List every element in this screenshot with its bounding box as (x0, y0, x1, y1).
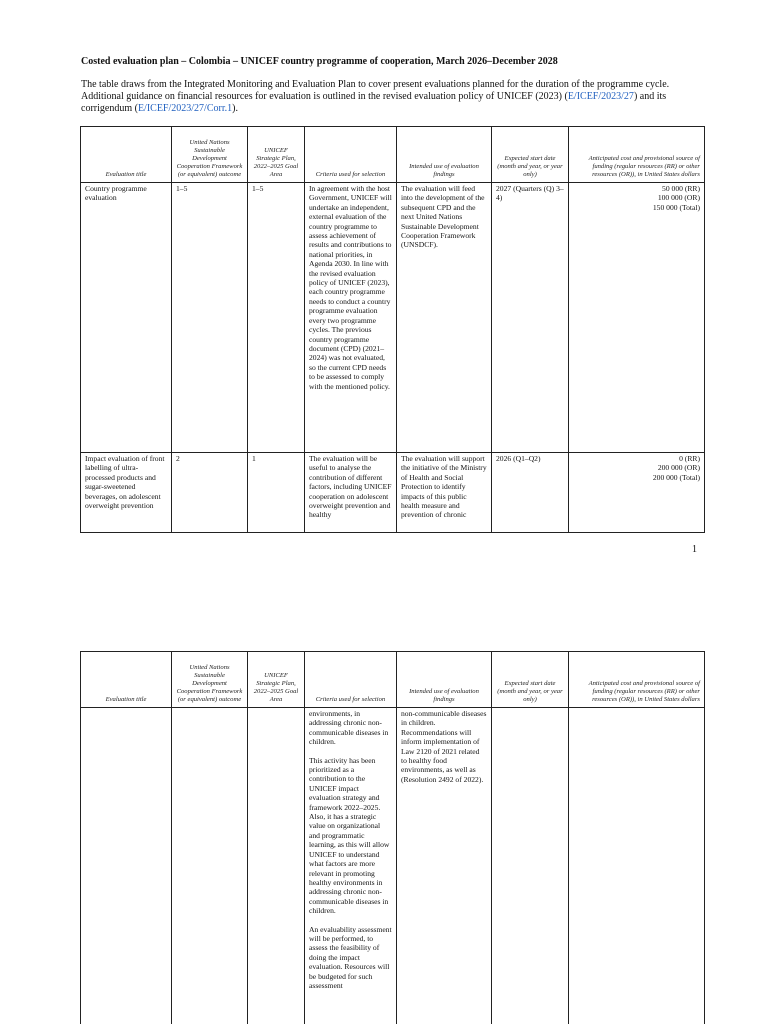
cell-start-date: 2026 (Q1–Q2) (492, 453, 569, 533)
cell-start-date (492, 708, 569, 1024)
header-evaluation-title: Evaluation title (81, 652, 172, 708)
header-cost: Anticipated cost and provisional source of funding (regular resources (RR) or other resources (OR)), in United States dollars (569, 127, 705, 183)
criteria-paragraph: This activity has been prioritized as a contribution to the UNICEF impact evaluation strategy and framework 2022–2025. Also, it has a strategic value on organizational and programmatic learning, as this will allow UNICEF to understand what factors are more relevant in promoting healthy environments in addressing chronic non-communicable diseases in children. (309, 755, 390, 916)
header-unsdcf-outcome: United Nations Sustainable Development Cooperation Framework (or equivalent) outcome (172, 652, 248, 708)
page-2 (0, 650, 768, 1024)
cost-rr: 50 000 (RR) (662, 184, 700, 193)
header-start-date: Expected start date (month and year, or year only) (492, 652, 569, 708)
page-number: 1 (692, 544, 697, 555)
header-goal-area: UNICEF Strategic Plan, 2022–2025 Goal Area (248, 127, 305, 183)
header-intended-use: Intended use of evaluation findings (397, 652, 492, 708)
cell-cost (569, 708, 705, 1024)
criteria-paragraph: An evaluability assessment will be performed, to assess the feasibility of doing the impact evaluation. Resources will be budgeted for such assessment (309, 924, 392, 990)
cell-outcome (172, 708, 248, 1024)
cell-title: Country programme evaluation (81, 183, 172, 453)
table-header-row (81, 127, 705, 183)
intro-text-1: The table draws from the Integrated Monitoring and Evaluation Plan to cover present evaluations planned for the duration of the programme cycle. Additional guidance on financial resources for evaluation is outlined in the revised evaluation policy of UNICEF (2023) ( (81, 79, 670, 102)
evaluation-table-continued (80, 651, 705, 1024)
header-goal-area: UNICEF Strategic Plan, 2022–2025 Goal Area (248, 652, 305, 708)
cell-title: Impact evaluation of front labelling of ultra-processed products and sugar-sweetened beverages, on adolescent overweight prevention (81, 453, 172, 533)
evaluation-table (80, 126, 705, 533)
cost-total: 200 000 (Total) (652, 472, 700, 482)
table-header-row (81, 652, 705, 708)
cell-intended-use: The evaluation will support the initiative of the Ministry of Health and Social Protection to identify impacts of this public health measure and prevention of chronic (397, 453, 492, 533)
cell-cost (569, 183, 705, 453)
corrigendum-link[interactable]: E/ICEF/2023/27/Corr.1 (137, 103, 233, 114)
table-row (81, 183, 705, 453)
cell-goal-area: 1–5 (248, 183, 305, 453)
cell-outcome: 1–5 (172, 183, 248, 453)
cell-start-date: 2027 (Quarters (Q) 3– 4) (492, 183, 569, 453)
cost-rr: 0 (RR) (679, 454, 700, 463)
intro-paragraph (81, 79, 696, 115)
intro-text-2: ) and its corrigendum ( (81, 91, 667, 114)
cell-criteria: In agreement with the host Government, UNICEF will undertake an independent, external evaluation of the country programme to assess achievement of results and contributions to national priorities, in Agenda 2030. In line with the revised evaluation policy of UNICEF (2023), each country programme needs to conduct a country programme evaluation every two programme cycles. The previous country programme document (CPD) (2021–2024) was not evaluated, so the current CPD needs to be assessed to comply with the mentioned policy. (305, 183, 397, 453)
header-unsdcf-outcome: United Nations Sustainable Development Cooperation Framework (or equivalent) outcome (172, 127, 248, 183)
cell-intended-use: non-communicable diseases in children. Recommendations will inform implementation of Law 2120 of 2021 related to healthy food environments, as well as (Resolution 2492 of 2022). (397, 708, 492, 1024)
header-cost: Anticipated cost and provisional source of funding (regular resources (RR) or other resources (OR)), in United States dollars (569, 652, 705, 708)
policy-link[interactable]: E/ICEF/2023/27 (567, 91, 634, 102)
header-criteria: Criteria used for selection (305, 127, 397, 183)
cost-or: 200 000 (OR) (657, 463, 700, 473)
header-start-date: Expected start date (month and year, or year only) (492, 127, 569, 183)
cell-outcome: 2 (172, 453, 248, 533)
criteria-paragraph: environments, in addressing chronic non-communicable diseases in children. (309, 709, 389, 747)
cell-goal-area: 1 (248, 453, 305, 533)
document-title: Costed evaluation plan – Colombia – UNICEF country programme of cooperation, March 2026–December 2028 (81, 56, 558, 67)
header-evaluation-title: Evaluation title (81, 127, 172, 183)
header-criteria: Criteria used for selection (305, 652, 397, 708)
cell-title (81, 708, 172, 1024)
cell-goal-area (248, 708, 305, 1024)
cell-criteria (305, 708, 397, 1024)
table-row (81, 453, 705, 533)
cell-criteria: The evaluation will be useful to analyse the contribution of different factors, including UNICEF cooperation on adolescent overweight prevention and healthy (305, 453, 397, 533)
header-intended-use: Intended use of evaluation findings (397, 127, 492, 183)
cost-or: 100 000 (OR) (657, 193, 700, 203)
intro-text-3: ). (232, 103, 238, 114)
cell-intended-use: The evaluation will feed into the development of the subsequent CPD and the next United Nations Sustainable Development Cooperation Framework (UNSDCF). (397, 183, 492, 453)
table-row (81, 708, 705, 1024)
cell-cost (569, 453, 705, 533)
cost-total: 150 000 (Total) (652, 202, 700, 212)
